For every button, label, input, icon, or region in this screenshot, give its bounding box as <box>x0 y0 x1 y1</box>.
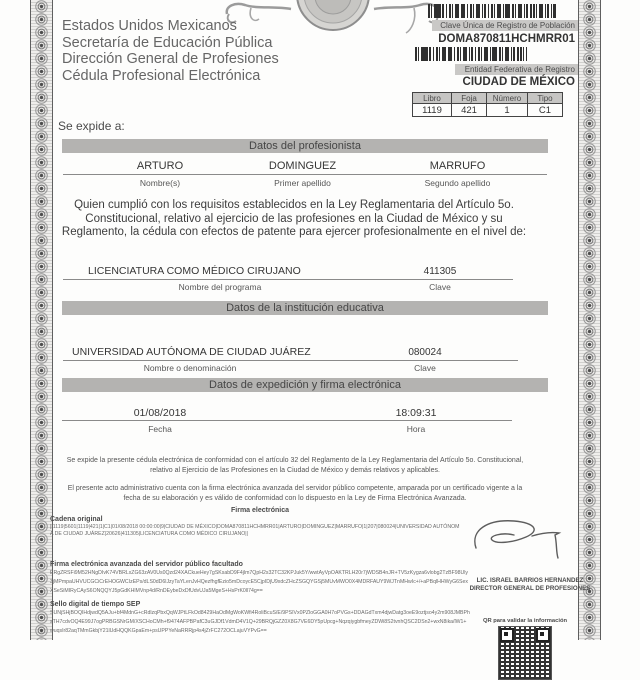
registry-table <box>412 92 563 117</box>
header-line-secretaria: Secretaría de Educación Pública <box>62 34 273 51</box>
firmante-cargo: DIRECTOR GENERAL DE PROFESIONES <box>469 585 591 592</box>
curp-value: DOMA870811HCHMRR01 <box>438 33 575 45</box>
col-foja: Foja <box>452 93 487 104</box>
director-signature <box>462 514 577 566</box>
firma-avanzada-text: ERgZRSFi9M52HNgDIvK74VBRLxZG63zAV0Us0Qzd24XACkueHey7gSKsabD9F4jlm7QpH2s32TC32KPJuk5Y/wwtAyVpOAKTRLH20r7jWDSB4nJR+TV5zKygza6vlobg2TzBF98Uly3jMPmpaUHVUCGCiCrEHOGWCIzEPs/dLS0dD6lJzyTaYLenJvHQezfhgfEzio5mDcoycE5CjpIDjU9xdcZHcZSGQYGSj5MUvMWO0X4MDRFAUY9WJTnMHwIc+/+aPBqlHHWyG6SexXSeSiMIRyCAyS6ONQQYJ5pGdKHlMVnp4d/RnDEybeDxDfUdvUJa5MgeS+HsPrK0ll74g== <box>50 570 469 594</box>
se-expide-label: Se expide a: <box>58 119 125 133</box>
header-line-country: Estados Unidos Mexicanos <box>62 18 237 34</box>
programa-nombre-label: Nombre del programa <box>178 282 262 292</box>
nombre-label: Nombre(s) <box>139 178 181 188</box>
registry-table-header-row <box>413 93 563 104</box>
programa-nombre-value: LICENCIATURA COMO MÉDICO CIRUJANO <box>88 265 301 277</box>
sello-digital-text: SUNjSHjBOQIHdjwdQ5AJu+bf4MdnG+cRdlzqPbxQqWJPtLFkOd8429HaOdMgWoKWfi4RoliBcuS/E/9PSIVx0PZloGGA0H7oPVGs+DDAGdTxm4djwDatg3oeE9oztjso4y2m908JMBPhsTH7cdvOQ4E99J7ogPRBGSNrGM/XSCHoCMh+f9474AFPBPafC3uGJDf1VdmD4V1Q+29BRQjGZZ0X8G7VE6DY5pUpcg+NqzqiygbfmeyZDWi8S2tvnhQSC2DSn2+wxN8ika/lW1+wuqsIr82aqTMmGkbjY21lUdHQQKGpaEm+psUPPYeNaRRRjp4s4jZrFC272OCLajuVYPvG== <box>50 610 470 634</box>
section-bar-institucion: Datos de la institución educativa <box>62 301 548 315</box>
firmante-nombre: LIC. ISRAEL BARRIOS HERNANDEZ <box>476 577 584 584</box>
document-header <box>62 18 279 84</box>
hora-label: Hora <box>406 424 426 434</box>
entidad-value: CIUDAD DE MÉXICO <box>462 76 575 88</box>
hora-value: 18:09:31 <box>395 407 437 419</box>
expedicion-underline <box>62 420 512 421</box>
names-underline <box>63 174 547 175</box>
programa-clave-label: Clave <box>429 282 451 292</box>
institucion-nombre-label: Nombre o denominación <box>143 363 237 373</box>
section-bar-expedicion: Datos de expedición y firma electrónica <box>62 378 548 392</box>
primer-apellido-value: DOMINGUEZ <box>268 160 337 172</box>
tipo-value: C1 <box>528 104 563 117</box>
institucion-nombre-value: UNIVERSIDAD AUTÓNOMA DE CIUDAD JUÁREZ <box>72 346 311 358</box>
firma-electronica-title: Firma electrónica <box>231 507 289 514</box>
curp-barcode-icon <box>428 4 556 18</box>
libro-value: 1119 <box>413 104 452 117</box>
qr-code-icon <box>498 626 552 680</box>
qr-label: QR para validar la información <box>482 618 568 624</box>
note-acto-administrativo: El presente acto administrativo cuenta con la firma electrónica avanzada del servidor público competente, amparada por un certificado vigente a la fecha de su elaboración y es válido de conformidad con lo dispuesto en la Ley de Firma Electrónica Avanzada. <box>67 485 523 502</box>
firma-avanzada-title: Firma electrónica avanzada del servidor público facultado <box>50 561 243 568</box>
right-ornamental-border <box>578 0 601 640</box>
programa-clave-value: 411305 <box>423 266 457 277</box>
col-numero: Número <box>487 93 528 104</box>
registry-barcode-icon <box>415 47 527 61</box>
sello-digital-title: Sello digital de tiempo SEP <box>50 601 141 608</box>
institucion-clave-value: 080024 <box>408 347 442 358</box>
cadena-original-text: ||1119|5601|1119|421|1|C1|01/08/2018 00:00:00|9|CIUDAD DE MÉXICO|DOMA870811HCHMRR01|ARTURO|DOMINGUEZ|MARRUFO|1|207|080024|UNIVERSIDAD AUTÓNOMA DE CIUDAD JUÁREZ|20626|411305|LICENCIATURA COMO MÉDICO CIRUJANO|| <box>50 524 460 537</box>
col-libro: Libro <box>413 93 452 104</box>
institucion-underline <box>63 360 518 361</box>
note-articulo-32: Se expide la presente cédula electrónica de conformidad con el artículo 32 del Reglamento de la Ley Reglamentaria del Artículo 5o. Constitucional, relativo al Ejercicio de las Profesiones en la Ciudad de México y demás relativos y aplicables. <box>66 457 524 474</box>
numero-value: 1 <box>487 104 528 117</box>
section-bar-profesionista: Datos del profesionista <box>62 139 548 153</box>
institucion-clave-label: Clave <box>414 363 436 373</box>
firmante-block <box>468 577 592 593</box>
segundo-apellido-value: MARRUFO <box>429 160 486 172</box>
col-tipo: Tipo <box>528 93 563 104</box>
registry-table-value-row <box>413 104 563 117</box>
nombre-value: ARTURO <box>136 160 184 172</box>
header-line-cedula: Cédula Profesional Electrónica <box>62 67 261 84</box>
segundo-apellido-label: Segundo apellido <box>424 178 491 188</box>
curp-label: Clave Única de Registro de Población <box>432 20 578 31</box>
primer-apellido-label: Primer apellido <box>274 178 331 188</box>
fecha-value: 01/08/2018 <box>133 407 187 419</box>
legal-paragraph: Quien cumplió con los requisitos establecidos en la Ley Reglamentaria del Artículo 5o. Constitucional, relativo al ejercicio de las profesiones en la Ciudad de México y su Reglamento, la cédula con efectos de patente para ejercer profesionalmente en el nivel de: <box>61 199 527 238</box>
entidad-label: Entidad Federativa de Registro <box>455 64 578 75</box>
header-line-direccion: Dirección General de Profesiones <box>62 51 279 67</box>
fecha-label: Fecha <box>148 424 172 434</box>
foja-value: 421 <box>452 104 487 117</box>
left-ornamental-border <box>30 0 53 640</box>
cadena-original-title: Cadena original <box>50 516 103 523</box>
programa-underline <box>63 279 513 280</box>
